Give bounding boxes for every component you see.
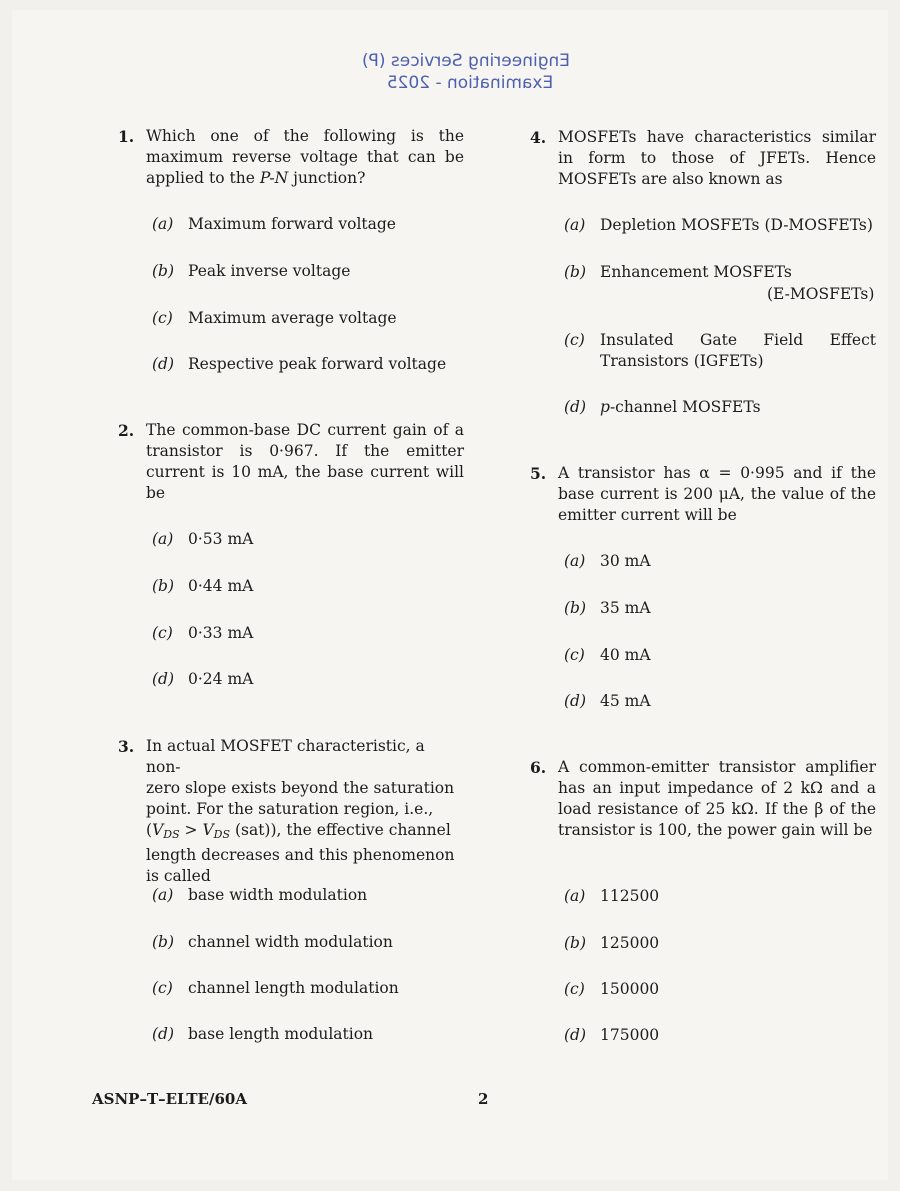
question-number: 1. bbox=[118, 127, 135, 146]
question-text: A transistor has α = 0·995 and if the base current is 200 μA, the value of the emitter current will be bbox=[558, 464, 876, 524]
question-text: The common-base DC current gain of a transistor is 0·967. If the emitter current is 10 mA, the base current will be bbox=[146, 421, 464, 502]
stamp-line-1: Engineering Services (P) bbox=[361, 51, 570, 71]
option-c-continued: Transistors (IGFETs) bbox=[600, 352, 764, 370]
exam-stamp bbox=[361, 50, 570, 94]
question-number: 2. bbox=[118, 421, 135, 440]
question-text: In actual MOSFET characteristic, a non- zero slope exists beyond the saturation point. For the saturation region, i.e., ($V_{DS} > V_{DS}$ (sat)), the effective channel length decreases and this phenomenon is called bbox=[146, 737, 455, 885]
question-text: Which one of the following is the maximum reverse voltage that can be applied to the P-N junction? bbox=[146, 127, 464, 187]
question-number: 5. bbox=[530, 464, 547, 483]
question-text: A common-emitter transistor amplifier has an input impedance of 2 kΩ and a load resistance of 25 kΩ. If the β of the transistor is 100, the power gain will be bbox=[558, 758, 876, 839]
stamp-line-2: Examination - 2025 bbox=[386, 73, 554, 93]
question-number: 4. bbox=[530, 128, 547, 147]
question-number: 6. bbox=[530, 758, 547, 777]
option-b-continued: (E-MOSFETs) bbox=[767, 285, 875, 303]
question-number: 3. bbox=[118, 737, 135, 756]
page-number: 2 bbox=[478, 1090, 489, 1108]
question-text: MOSFETs have characteristics similar in form to those of JFETs. Hence MOSFETs are also known as bbox=[558, 128, 876, 188]
booklet-code: ASNP–T–ELTE/60A bbox=[92, 1090, 247, 1108]
